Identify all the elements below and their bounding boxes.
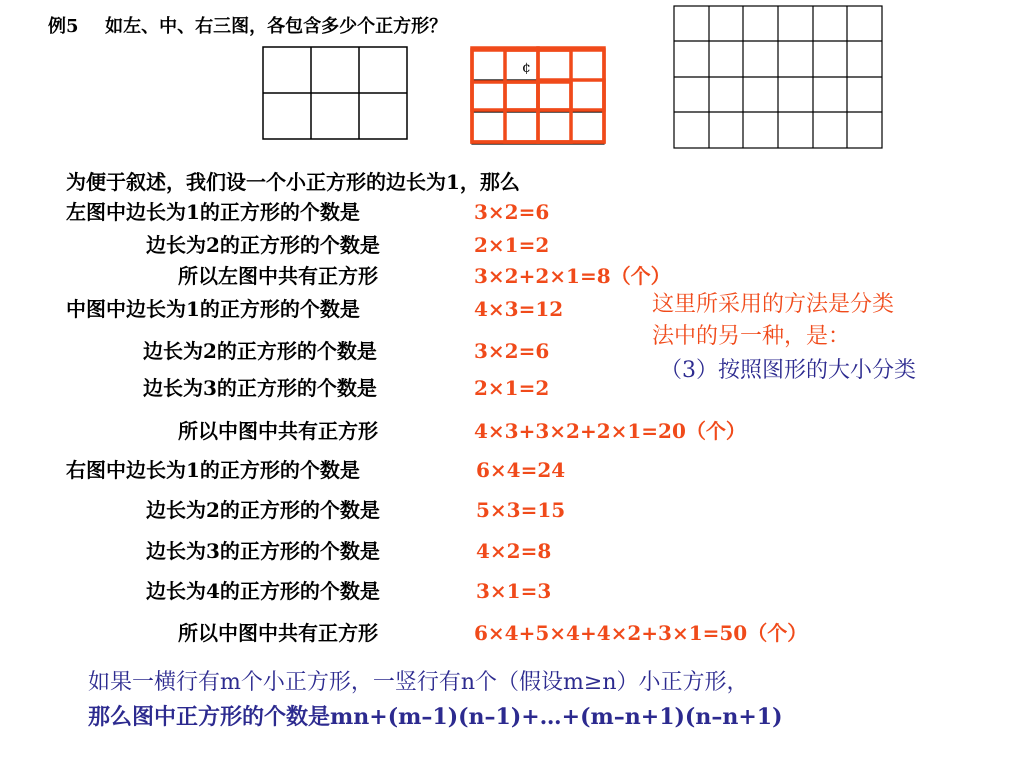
row-label: 边长为2的正方形的个数是	[146, 498, 380, 522]
row-value: 5×3=15	[476, 498, 566, 522]
row-value: 4×2=8	[476, 539, 552, 563]
side-note-line: 这里所采用的方法是分类	[652, 292, 895, 317]
row-value: 2×1=2	[474, 376, 550, 400]
row-label: 中图中边长为1的正方形的个数是	[66, 297, 360, 321]
row-value: 4×3+3×2+2×1=20（个）	[474, 419, 746, 443]
row-label: 右图中边长为1的正方形的个数是	[66, 458, 360, 482]
row-value: 6×4+5×4+4×2+3×1=50（个）	[474, 621, 808, 645]
row-value: 4×3=12	[474, 297, 564, 321]
row-value: 3×2=6	[474, 200, 550, 224]
example-label: 例5	[48, 16, 79, 37]
row-value: 3×1=3	[476, 579, 552, 603]
row-label: 所以中图中共有正方形	[178, 419, 378, 443]
side-note-line: （3）按照图形的大小分类	[660, 358, 916, 383]
svg-text:¢: ¢	[522, 60, 531, 76]
row-label: 边长为3的正方形的个数是	[143, 376, 377, 400]
conclusion-line: 如果一横行有m个小正方形，一竖行有n个（假设m≥n）小正方形，	[88, 670, 749, 695]
row-label: 边长为4的正方形的个数是	[146, 579, 380, 603]
question-title	[48, 12, 447, 38]
row-value: 3×2+2×1=8（个）	[474, 264, 671, 288]
middle-grid-figure	[468, 44, 610, 150]
row-label: 边长为2的正方形的个数是	[143, 339, 377, 363]
right-grid-figure	[672, 4, 886, 152]
side-note-line: 法中的另一种，是：	[652, 324, 851, 349]
conclusion-line: 那么图中正方形的个数是mn+(m–1)(n–1)+…+(m–n+1)(n–n+1)	[88, 704, 783, 730]
row-label: 所以左图中共有正方形	[178, 264, 378, 288]
row-label: 左图中边长为1的正方形的个数是	[66, 200, 360, 224]
row-value: 2×1=2	[474, 233, 550, 257]
row-value: 6×4=24	[476, 458, 566, 482]
intro-text: 为便于叙述，我们设一个小正方形的边长为1，那么	[66, 170, 520, 194]
row-label: 边长为2的正方形的个数是	[146, 233, 380, 257]
row-value: 3×2=6	[474, 339, 550, 363]
question-text: 如左、中、右三图，各包含多少个正方形？	[105, 16, 448, 37]
row-label: 所以中图中共有正方形	[178, 621, 378, 645]
row-label: 边长为3的正方形的个数是	[146, 539, 380, 563]
left-grid-figure	[262, 46, 410, 142]
